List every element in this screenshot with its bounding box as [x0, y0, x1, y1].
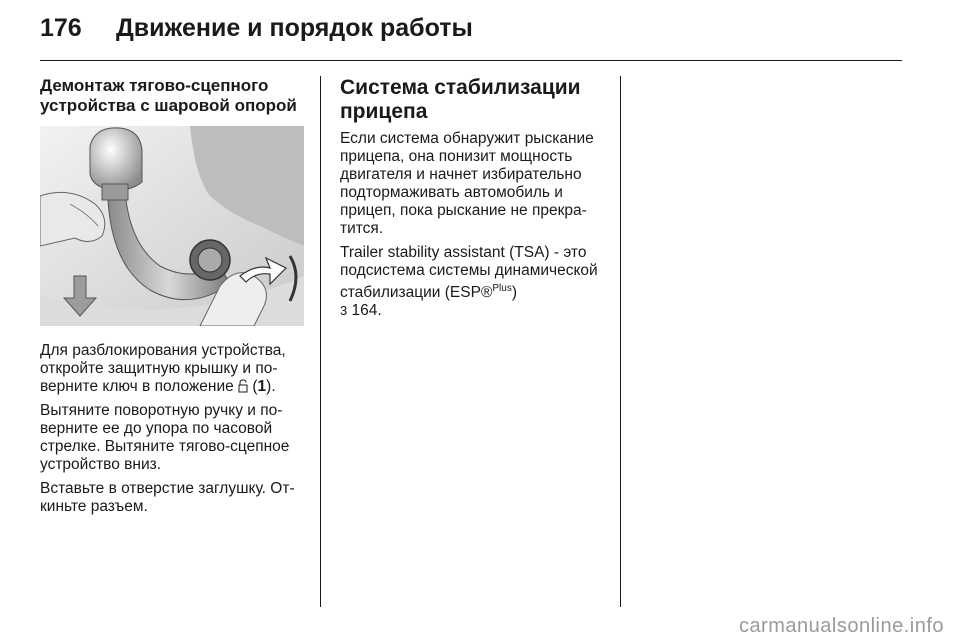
padlock-open-icon: [238, 379, 248, 393]
paragraph-unlock-text: Для разблокирования устройства, откройте защитную крышку и поверните ключ в положение: [40, 342, 286, 395]
header-divider: [40, 60, 902, 61]
running-title: Движение и порядок работы: [116, 14, 473, 42]
page-number: 176: [40, 14, 82, 42]
paragraph-unlock-paren: (: [248, 378, 258, 395]
esp-plus-superscript: Plus: [492, 283, 512, 294]
page-reference-arrow-icon: 3: [340, 303, 348, 319]
tow-hitch-illustration: [40, 126, 304, 326]
page-header: [40, 14, 902, 54]
key-position-number: 1: [257, 378, 267, 395]
paragraph-unlock-end: ).: [266, 378, 276, 395]
paragraph-tsa-description: Если система обнаружит рыскание прицепа, она понизит мощность двигателя и начнет избирательно подтормаживать автомобиль и прицеп, пока рыскание не прекратится.: [340, 130, 594, 237]
paragraph-pull-knob: Вытяните поворотную ручку и поверните ее до упора по часовой стрелке. Вытяните тягово-сцепное устройство вниз.: [40, 402, 290, 473]
paragraph-insert-plug: Вставьте в отверстие заглушку. Откиньте разъем.: [40, 480, 295, 515]
column-divider-2: [620, 76, 621, 607]
column-divider-1: [320, 76, 321, 607]
page-reference-number[interactable]: 164.: [347, 302, 382, 320]
section-heading-hitch-removal: Демонтаж тягово-сцепного устройства с шаровой опорой: [40, 76, 297, 115]
paragraph-tsa-esp-close: ): [511, 284, 517, 302]
paragraph-tsa-esp: [340, 244, 612, 320]
paragraph-tsa-esp-text: Trailer stability assistant (TSA) - это подсистема системы динамической стабилизации (ESP®: [340, 244, 598, 302]
section-heading-trailer-stability: Система стабилизации прицепа: [340, 76, 581, 123]
paragraph-unlock: [40, 342, 308, 396]
right-column: [340, 76, 612, 326]
watermark: carmanualsonline.info: [738, 615, 944, 637]
left-column: [40, 76, 308, 522]
tow-hitch-drawing: [40, 126, 304, 326]
